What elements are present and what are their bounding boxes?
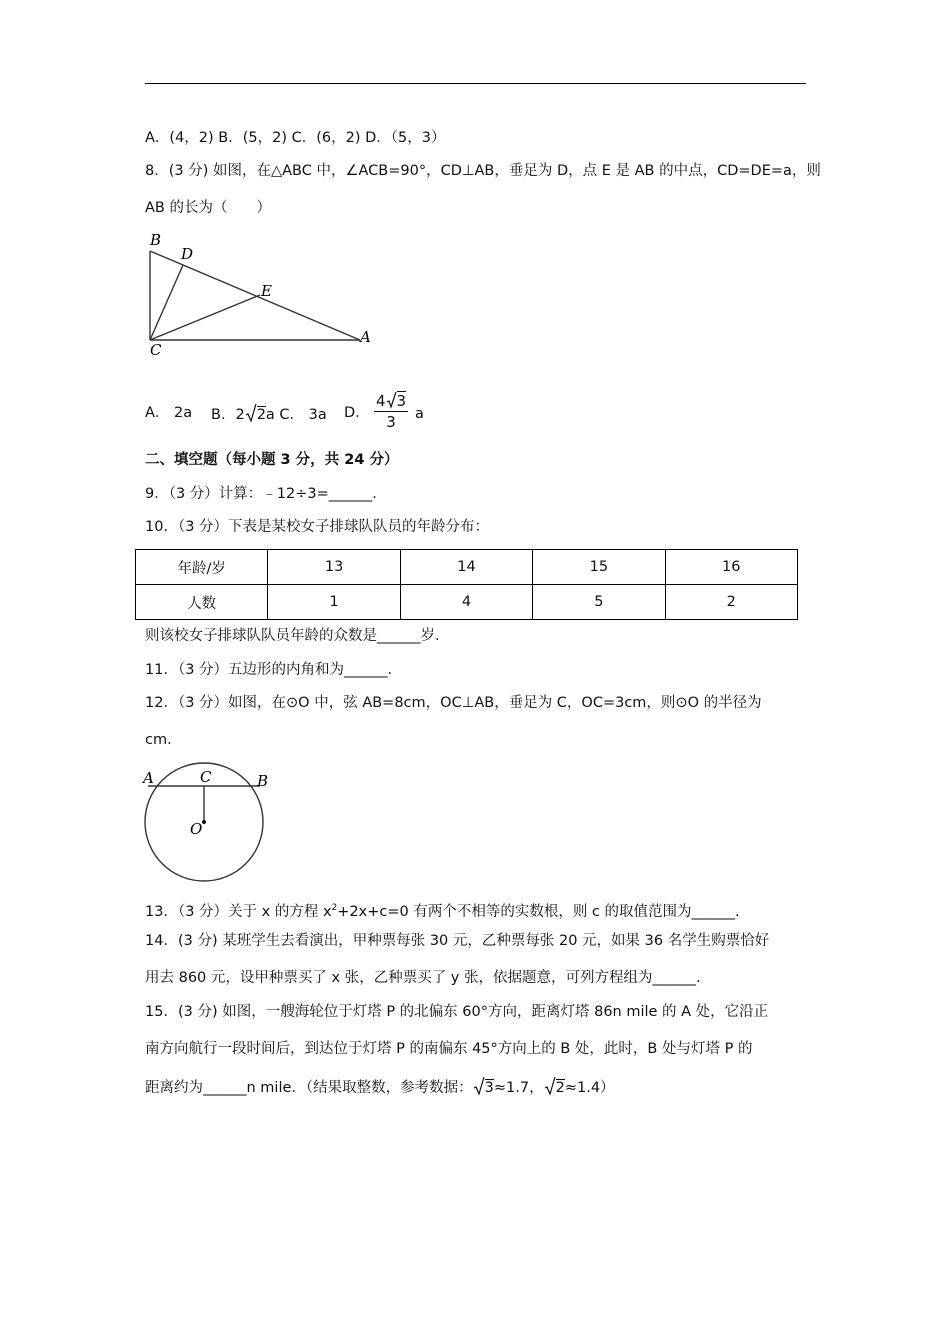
q14-line1: 14．(3 分) 某班学生去看演出，甲种票每张 30 元，乙种票每张 20 元，如果 36 名学生购票恰好: [145, 933, 770, 949]
q13-prefix: 13．（3 分）关于 x 的方程 x: [145, 903, 332, 920]
age-distribution-table: [135, 549, 798, 620]
q8-option-b-suffix: a C． 3a: [265, 407, 327, 423]
sqrt-icon: [245, 403, 266, 425]
table-header-cell: 年龄/岁: [136, 550, 268, 585]
q8-option-d-prefix: D．: [344, 405, 370, 421]
fraction-coef: 4: [375, 392, 386, 410]
table-row: [136, 585, 798, 620]
table-cell: 1: [268, 585, 400, 620]
label-c: C: [150, 341, 162, 359]
q11-text: 11．（3 分）五边形的内角和为______．: [145, 662, 403, 678]
table-header-cell: 13: [268, 550, 400, 585]
q8-option-d-suffix: a: [415, 406, 424, 422]
q10-text: 10．（3 分）下表是某校女子排球队队员的年龄分布：: [145, 519, 490, 535]
q15-radicand-2: 2: [555, 1080, 565, 1096]
fraction-radicand: 3: [396, 392, 407, 410]
label-c: C: [200, 768, 212, 786]
q15-approx-1: ≈1.7，: [493, 1080, 544, 1096]
label-b: B: [150, 231, 162, 249]
q15-line2: 南方向航行一段时间后，到达位于灯塔 P 的南偏东 45°方向上的 B 处，此时，B 处与灯塔 P 的: [145, 1041, 753, 1057]
q13-text: [145, 898, 740, 922]
q13-superscript: 2: [331, 903, 338, 913]
q15-line3-prefix: 距离约为______n mile．（结果取整数，参考数据：: [145, 1080, 473, 1096]
label-e: E: [261, 282, 272, 300]
table-cell: 2: [665, 585, 797, 620]
sqrt-icon: [386, 391, 397, 409]
q8-triangle-figure: [138, 228, 383, 363]
q15-line3: [145, 1076, 615, 1098]
q7-options: A．(4，2) B．(5，2) C．(6，2) D．（5，3）: [145, 130, 446, 146]
q8-option-bc: [211, 403, 327, 425]
q13-suffix: +2x+c=0 有两个不相等的实数根，则 c 的取值范围为______.: [337, 903, 740, 920]
table-header-cell: 14: [400, 550, 532, 585]
section2-title: 二、填空题（每小题 3 分，共 24 分）: [145, 452, 399, 468]
label-a: A: [143, 769, 154, 787]
table-cell: 5: [533, 585, 665, 620]
q12-circle-figure: [138, 760, 278, 885]
q12-line1: 12．（3 分）如图，在⊙O 中，弦 AB=8cm，OC⊥AB，垂足为 C，OC=3cm，则⊙O 的半径为: [145, 695, 762, 711]
header-rule: [145, 83, 806, 84]
q8-option-b-prefix: B．2: [211, 407, 245, 423]
q15-radicand-1: 3: [484, 1080, 494, 1096]
q8-option-b-radicand: 2: [256, 407, 266, 423]
table-header-cell: 16: [665, 550, 797, 585]
label-a: A: [360, 328, 371, 346]
center-dot: [202, 820, 206, 824]
table-cell: 4: [400, 585, 532, 620]
label-o: O: [190, 820, 203, 838]
q8-option-d-fraction: [370, 391, 412, 431]
q15-approx-2: ≈1.4）: [564, 1080, 615, 1096]
q8-option-a: A． 2a: [145, 405, 193, 421]
q8-line1: 8．(3 分) 如图，在△ABC 中，∠ACB=90°，CD⊥AB，垂足为 D，点 E 是 AB 的中点，CD=DE=a，则: [145, 163, 821, 179]
q15-line1: 15．(3 分) 如图，一艘海轮位于灯塔 P 的北偏东 60°方向，距离灯塔 86n mile 的 A 处，它沿正: [145, 1004, 769, 1020]
q8-line2: AB 的长为（ ）: [145, 200, 271, 216]
fraction-denominator: 3: [386, 413, 396, 431]
label-b: B: [257, 772, 269, 790]
label-d: D: [181, 245, 194, 263]
table-cell: 人数: [136, 585, 268, 620]
q12-line2: cm．: [145, 732, 182, 748]
table-header-cell: 15: [533, 550, 665, 585]
q9-text: 9．（3 分）计算：﹣12÷3=______．: [145, 486, 387, 502]
sqrt-icon: [473, 1076, 485, 1096]
sqrt-icon: [544, 1076, 556, 1096]
q14-line2: 用去 860 元，设甲种票买了 x 张，乙种票买了 y 张，依据题意，可列方程组为______.: [145, 970, 701, 986]
q10-after: 则该校女子排球队队员年龄的众数是______岁.: [145, 628, 440, 644]
table-row: [136, 550, 798, 585]
